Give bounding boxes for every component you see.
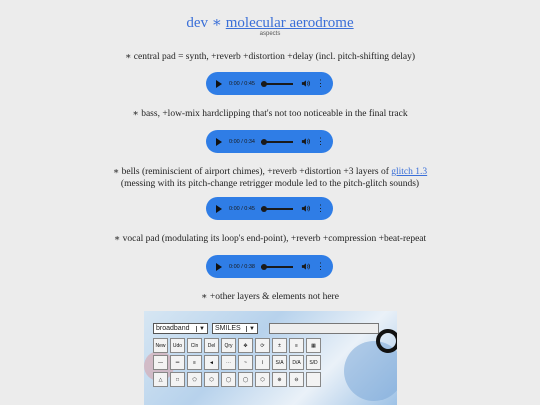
screenshot-tool-cell: Udo (170, 338, 185, 353)
screenshot-tool-cell: ⟳ (255, 338, 270, 353)
screenshot-tool-cell: — (153, 355, 168, 370)
screenshot-tool-cell: ⬡ (204, 372, 219, 387)
screenshot-tool-cell: Qry (221, 338, 236, 353)
screenshot-tool-cell: New (153, 338, 168, 353)
desc-text: ∗ bells (reminiscient of airport chimes), +reverb +distortion +3 layers of (112, 167, 392, 177)
screenshot-tool-cell: D/A (289, 355, 304, 370)
volume-icon[interactable] (301, 204, 310, 213)
title-prefix: dev ∗ (186, 15, 222, 31)
screenshot-tool-cell: ◯ (238, 372, 253, 387)
volume-icon[interactable] (301, 262, 310, 271)
more-options-icon[interactable]: ⋮ (316, 78, 325, 88)
screenshot-tool-cell: Del (204, 338, 219, 353)
track-description-4: ∗ vocal pad (modulating its loop's end-point), +reverb +compression +beat-repeat (113, 234, 427, 244)
glitch-link[interactable]: glitch 1.3 (391, 167, 428, 177)
seek-slider[interactable] (261, 266, 293, 268)
screenshot-tool-cell: ⬡ (255, 372, 270, 387)
play-icon[interactable] (216, 138, 222, 146)
track-description-3 (0, 166, 540, 190)
more-options-icon[interactable]: ⋮ (316, 136, 325, 146)
screenshot-select-1: broadband ▼ (153, 323, 208, 334)
screenshot-tool-cell: ⬠ (187, 372, 202, 387)
screenshot-tool-grid (153, 338, 321, 387)
screenshot-select-2: SMILES ▼ (212, 323, 258, 334)
seek-slider[interactable] (261, 208, 293, 210)
desc-text-2: (messing with its pitch-change retrigger module led to the pitch-glitch sounds) (120, 179, 420, 189)
ring-icon (376, 329, 397, 353)
seek-slider[interactable] (261, 83, 293, 85)
screenshot-tool-cell: ✥ (238, 338, 253, 353)
audio-player-2[interactable] (206, 130, 333, 153)
screenshot-tool-cell: ⋯ (221, 355, 236, 370)
screenshot-tool-cell: ⌇ (255, 355, 270, 370)
audio-player-1[interactable] (206, 72, 333, 95)
screenshot-tool-cell: ◯ (221, 372, 236, 387)
audio-time: 0:00 / 0:38 (229, 263, 255, 270)
screenshot-tool-cell: ◄ (204, 355, 219, 370)
volume-icon[interactable] (301, 79, 310, 88)
audio-time: 0:00 / 0:45 (229, 205, 255, 212)
play-icon[interactable] (216, 205, 222, 213)
track-description-2: ∗ bass, +low-mix hardclipping that's not too noticeable in the final track (132, 109, 408, 119)
screenshot-tool-cell: □ (170, 372, 185, 387)
screenshot-tool-cell: ⊖ (289, 372, 304, 387)
page-subtitle: aspects (259, 31, 281, 37)
title-link[interactable]: molecular aerodrome (225, 15, 354, 31)
seek-slider[interactable] (261, 141, 293, 143)
screenshot-tool-cell: ~ (238, 355, 253, 370)
screenshot-tool-cell: ⊕ (272, 372, 287, 387)
volume-icon[interactable] (301, 137, 310, 146)
screenshot-image (144, 311, 397, 405)
audio-player-3[interactable] (206, 197, 333, 220)
screenshot-tool-cell: S/D (306, 355, 321, 370)
footer-note: ∗ +other layers & elements not here (201, 292, 339, 302)
play-icon[interactable] (216, 263, 222, 271)
more-options-icon[interactable]: ⋮ (316, 203, 325, 213)
audio-player-4[interactable] (206, 255, 333, 278)
track-description-1: ∗ central pad = synth, +reverb +distortion +delay (incl. pitch-shifting delay) (124, 52, 416, 62)
screenshot-tool-cell (306, 372, 321, 387)
play-icon[interactable] (216, 80, 222, 88)
screenshot-tool-cell: △ (153, 372, 168, 387)
screenshot-tool-cell: S/A (272, 355, 287, 370)
screenshot-tool-cell: ± (272, 338, 287, 353)
screenshot-tool-cell: ▦ (306, 338, 321, 353)
screenshot-tool-cell: ≡ (187, 355, 202, 370)
screenshot-tool-cell: ═ (170, 355, 185, 370)
screenshot-text-box (269, 323, 379, 334)
audio-time: 0:00 / 0:34 (229, 138, 255, 145)
audio-time: 0:00 / 0:45 (229, 80, 255, 87)
page-title (0, 13, 540, 32)
screenshot-tool-cell: Cln (187, 338, 202, 353)
screenshot-tool-cell: ≡ (289, 338, 304, 353)
screenshot-toolbar (153, 323, 258, 334)
more-options-icon[interactable]: ⋮ (316, 261, 325, 271)
